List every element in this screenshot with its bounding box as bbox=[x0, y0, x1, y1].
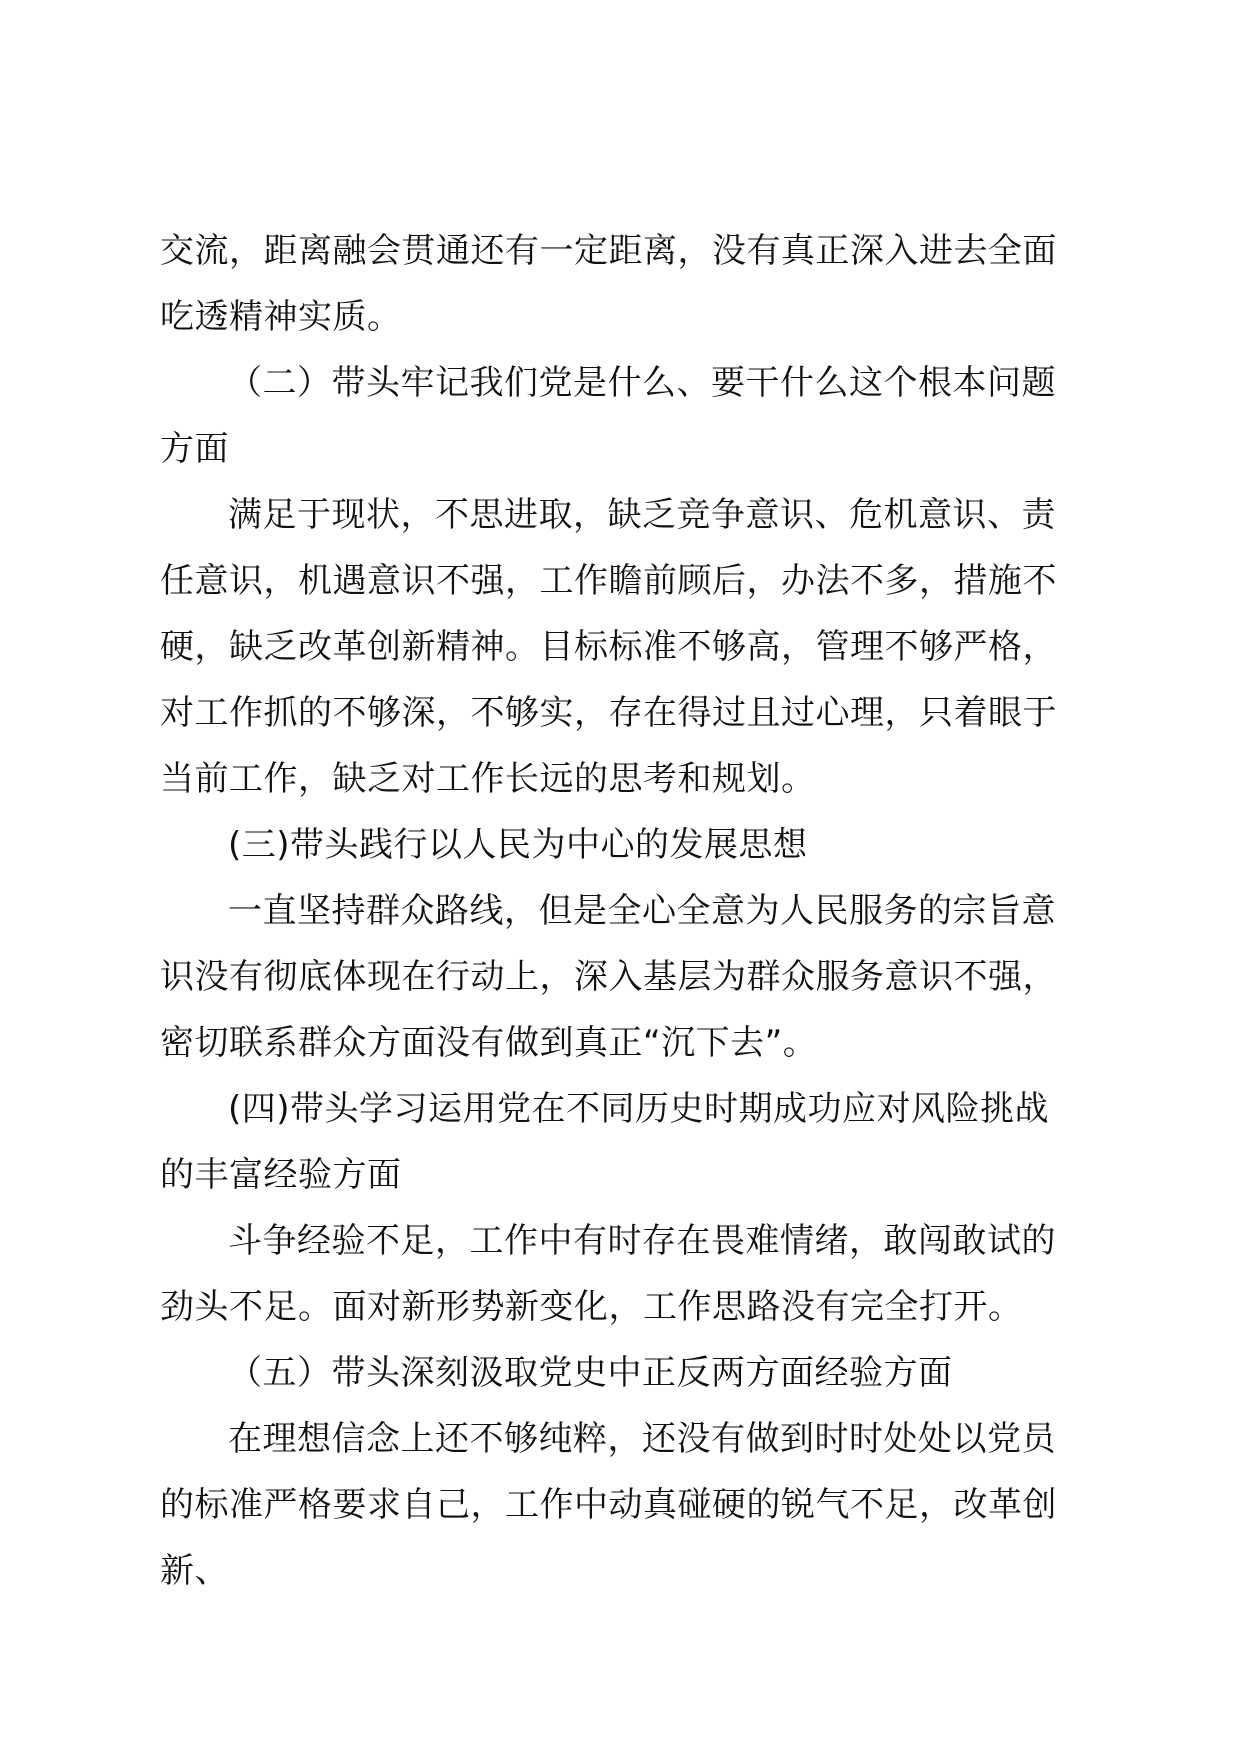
paragraph-section-2: 满足于现状，不思进取，缺乏竞争意识、危机意识、责任意识，机遇意识不强，工作瞻前顾后，办法不多，措施不硬，缺乏改革创新精神。目标标准不够高，管理不够严格，对工作抓的不够深，不够实，存在得过且过心理，只着眼于当前工作，缺乏对工作长远的思考和规划。 bbox=[160, 495, 1057, 799]
paragraph-continued: 交流，距离融会贯通还有一定距离，没有真正深入进去全面吃透精神实质。 bbox=[160, 231, 1057, 337]
section-heading-2: （二）带头牢记我们党是什么、要干什么这个根本问题方面 bbox=[160, 363, 1056, 469]
section-heading-5: （五）带头深刻汲取党史中正反两方面经验方面 bbox=[228, 1353, 953, 1393]
paragraph-section-4: 斗争经验不足，工作中有时存在畏难情绪，敢闯敢试的劲头不足。面对新形势新变化，工作思路没有完全打开。 bbox=[160, 1221, 1056, 1327]
section-heading-3: (三)带头践行以人民为中心的发展思想 bbox=[228, 825, 808, 865]
paragraph-section-3: 一直坚持群众路线，但是全心全意为人民服务的宗旨意识没有彻底体现在行动上，深入基层为群众服务意识不强，密切联系群众方面没有做到真正“沉下去”。 bbox=[160, 891, 1057, 1063]
document-body bbox=[160, 218, 1080, 1604]
section-heading-4: (四)带头学习运用党在不同历史时期成功应对风险挑战的丰富经验方面 bbox=[160, 1089, 1050, 1195]
paragraph-section-5: 在理想信念上还不够纯粹，还没有做到时时处处以党员的标准严格要求自己，工作中动真碰硬的锐气不足，改革创新、 bbox=[160, 1419, 1057, 1591]
